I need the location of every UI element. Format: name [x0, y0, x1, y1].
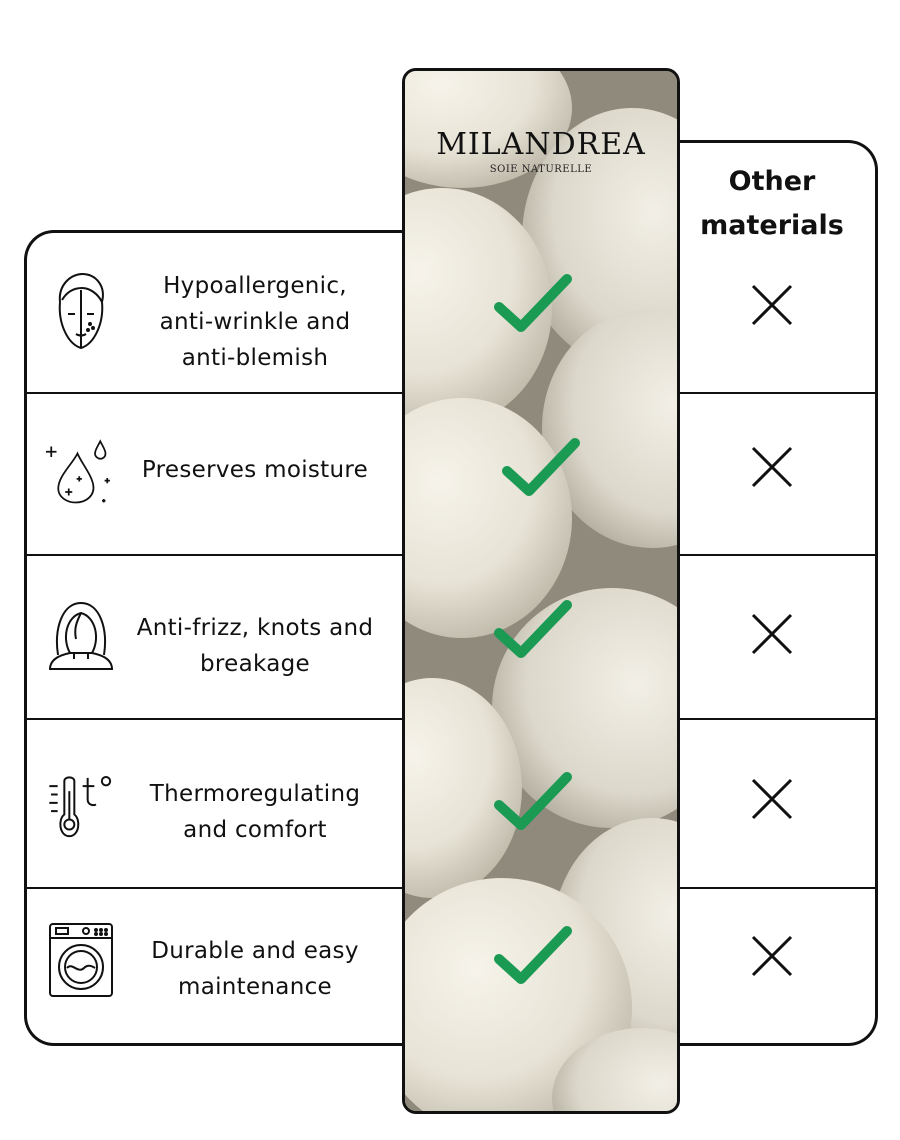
feature-label: and comfort	[183, 817, 327, 843]
feature-row-hypoallergenic	[24, 232, 402, 392]
feature-row-moisture	[24, 394, 402, 554]
cross-icon	[750, 612, 794, 656]
thermometer-icon	[46, 772, 116, 842]
feature-row-thermoregulating	[24, 720, 402, 887]
brand-logo	[405, 127, 677, 175]
feature-label: Thermoregulating	[149, 781, 361, 807]
feature-label: Anti-frizz, knots and	[136, 615, 374, 641]
feature-label: anti-blemish	[181, 345, 329, 371]
feature-label: Durable and easy	[151, 938, 359, 964]
other-materials-panel	[660, 140, 878, 1046]
cross-icon	[750, 283, 794, 327]
check-icon	[493, 771, 573, 835]
feature-label: anti-wrinkle and	[159, 309, 351, 335]
cross-icon	[750, 445, 794, 489]
feature-label: maintenance	[178, 974, 332, 1000]
face-care-icon	[46, 277, 116, 347]
hair-woman-icon	[46, 600, 116, 670]
washing-machine-icon	[46, 925, 116, 995]
check-icon	[493, 273, 573, 337]
moisture-drop-icon	[46, 436, 116, 506]
feature-label: Hypoallergenic,	[163, 273, 347, 299]
check-icon	[493, 925, 573, 989]
feature-row-anti-frizz	[24, 556, 402, 718]
check-icon	[501, 437, 581, 501]
brand-subtitle: SOIE NATURELLE	[489, 164, 593, 175]
cross-icon	[750, 934, 794, 978]
other-materials-title: Other materials	[700, 166, 844, 241]
cross-icon	[750, 777, 794, 821]
silk-column	[402, 68, 680, 1114]
feature-row-durable	[24, 889, 402, 1044]
feature-label: Preserves moisture	[141, 457, 369, 483]
check-icon	[493, 599, 573, 663]
brand-name: MILANDREA	[436, 127, 646, 162]
feature-label: breakage	[200, 651, 310, 677]
